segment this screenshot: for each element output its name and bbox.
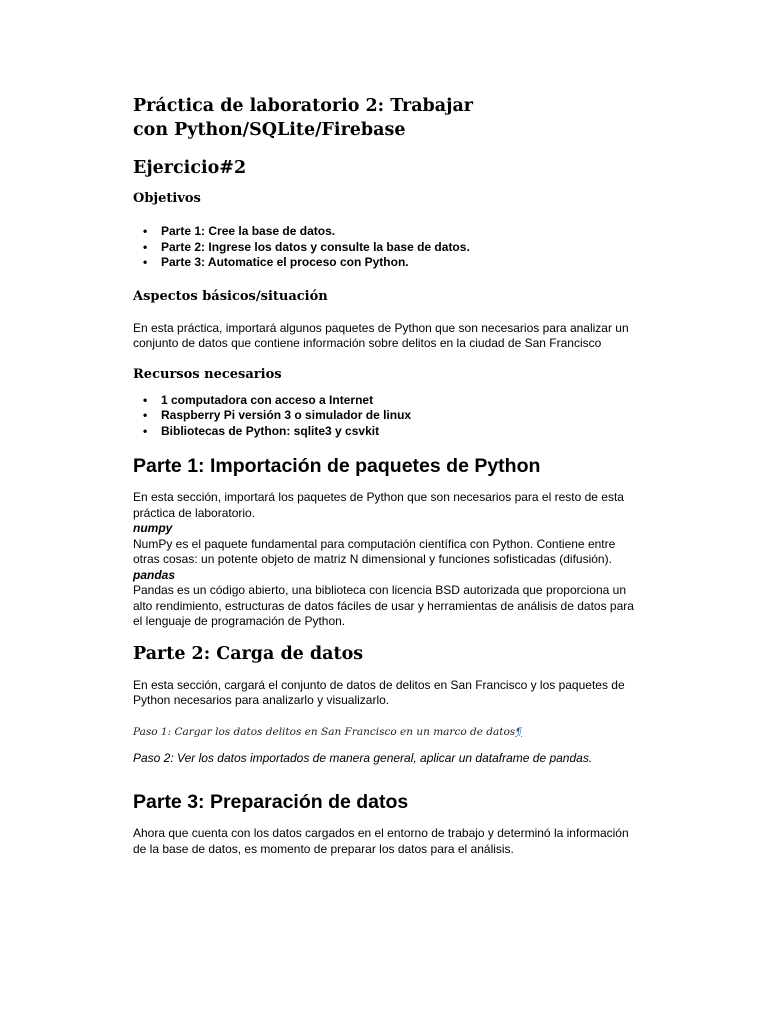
step1-line	[133, 722, 643, 740]
numpy-term: numpy	[133, 521, 173, 535]
bullet-icon: •	[143, 239, 148, 254]
resources-list	[133, 393, 643, 440]
part1-intro: En esta sección, importará los paquetes de Python que son necesarios para el resto de esta práctica de laboratorio.	[133, 490, 624, 520]
objectives-list	[133, 224, 643, 271]
objectives-heading: Objetivos	[133, 191, 201, 206]
part2-intro: En esta sección, cargará el conjunto de datos de delitos en San Francisco y los paquetes de Python necesarios para analizarlo y visualizarlo.	[133, 677, 625, 707]
step1-text: Paso 1: Cargar los datos delitos en San Francisco en un marco de datos	[133, 725, 516, 738]
part1-heading: Parte 1: Importación de paquetes de Python	[133, 455, 541, 477]
document-page	[133, 94, 643, 857]
list-item: • Parte 3: Automatice el proceso con Python.	[143, 255, 409, 269]
bullet-icon: •	[143, 408, 148, 422]
exercise-heading: Ejercicio#2	[133, 158, 247, 178]
part2-heading: Parte 2: Carga de datos	[133, 643, 364, 664]
list-item: • 1 computadora con acceso a Internet	[143, 392, 374, 407]
bullet-icon: •	[143, 392, 148, 407]
bullet-icon: •	[143, 423, 148, 438]
bullet-icon: •	[143, 224, 148, 238]
list-item: • Raspberry Pi versión 3 o simulador de linux	[143, 408, 412, 422]
bullet-icon: •	[143, 255, 148, 269]
step2-text: Paso 2: Ver los datos importados de manera general, aplicar un dataframe de pandas.	[133, 750, 593, 765]
resources-heading: Recursos necesarios	[133, 366, 282, 382]
numpy-description: NumPy es el paquete fundamental para computación científica con Python. Contiene entre otras cosas: un potente objeto de matriz N dimensional y funciones sofisticadas (difusión).	[133, 536, 616, 566]
background-heading: Aspectos básicos/situación	[133, 288, 328, 304]
document-title: Práctica de laboratorio 2: Trabajar con Python/SQLite/Firebase	[133, 96, 474, 140]
list-item: • Parte 2: Ingrese los datos y consulte la base de datos.	[143, 239, 470, 254]
part3-text: Ahora que cuenta con los datos cargados en el entorno de trabajo y determinó la información de la base de datos, es momento de preparar los datos para el análisis.	[133, 826, 629, 856]
pilcrow-icon: ¶	[515, 725, 522, 738]
list-item: • Bibliotecas de Python: sqlite3 y csvkit	[143, 423, 380, 438]
list-item: • Parte 1: Cree la base de datos.	[143, 224, 336, 238]
pandas-term: pandas	[133, 567, 176, 582]
part3-heading: Parte 3: Preparación de datos	[133, 791, 409, 813]
pandas-description: Pandas es un código abierto, una biblioteca con licencia BSD autorizada que proporciona un alto rendimiento, estructuras de datos fáciles de usar y herramientas de análisis de datos para el lenguaje de programación de Python.	[133, 583, 634, 628]
background-text: En esta práctica, importará algunos paquetes de Python que son necesarios para analizar un conjunto de datos que contiene información sobre delitos en la ciudad de San Francisco	[133, 320, 629, 350]
